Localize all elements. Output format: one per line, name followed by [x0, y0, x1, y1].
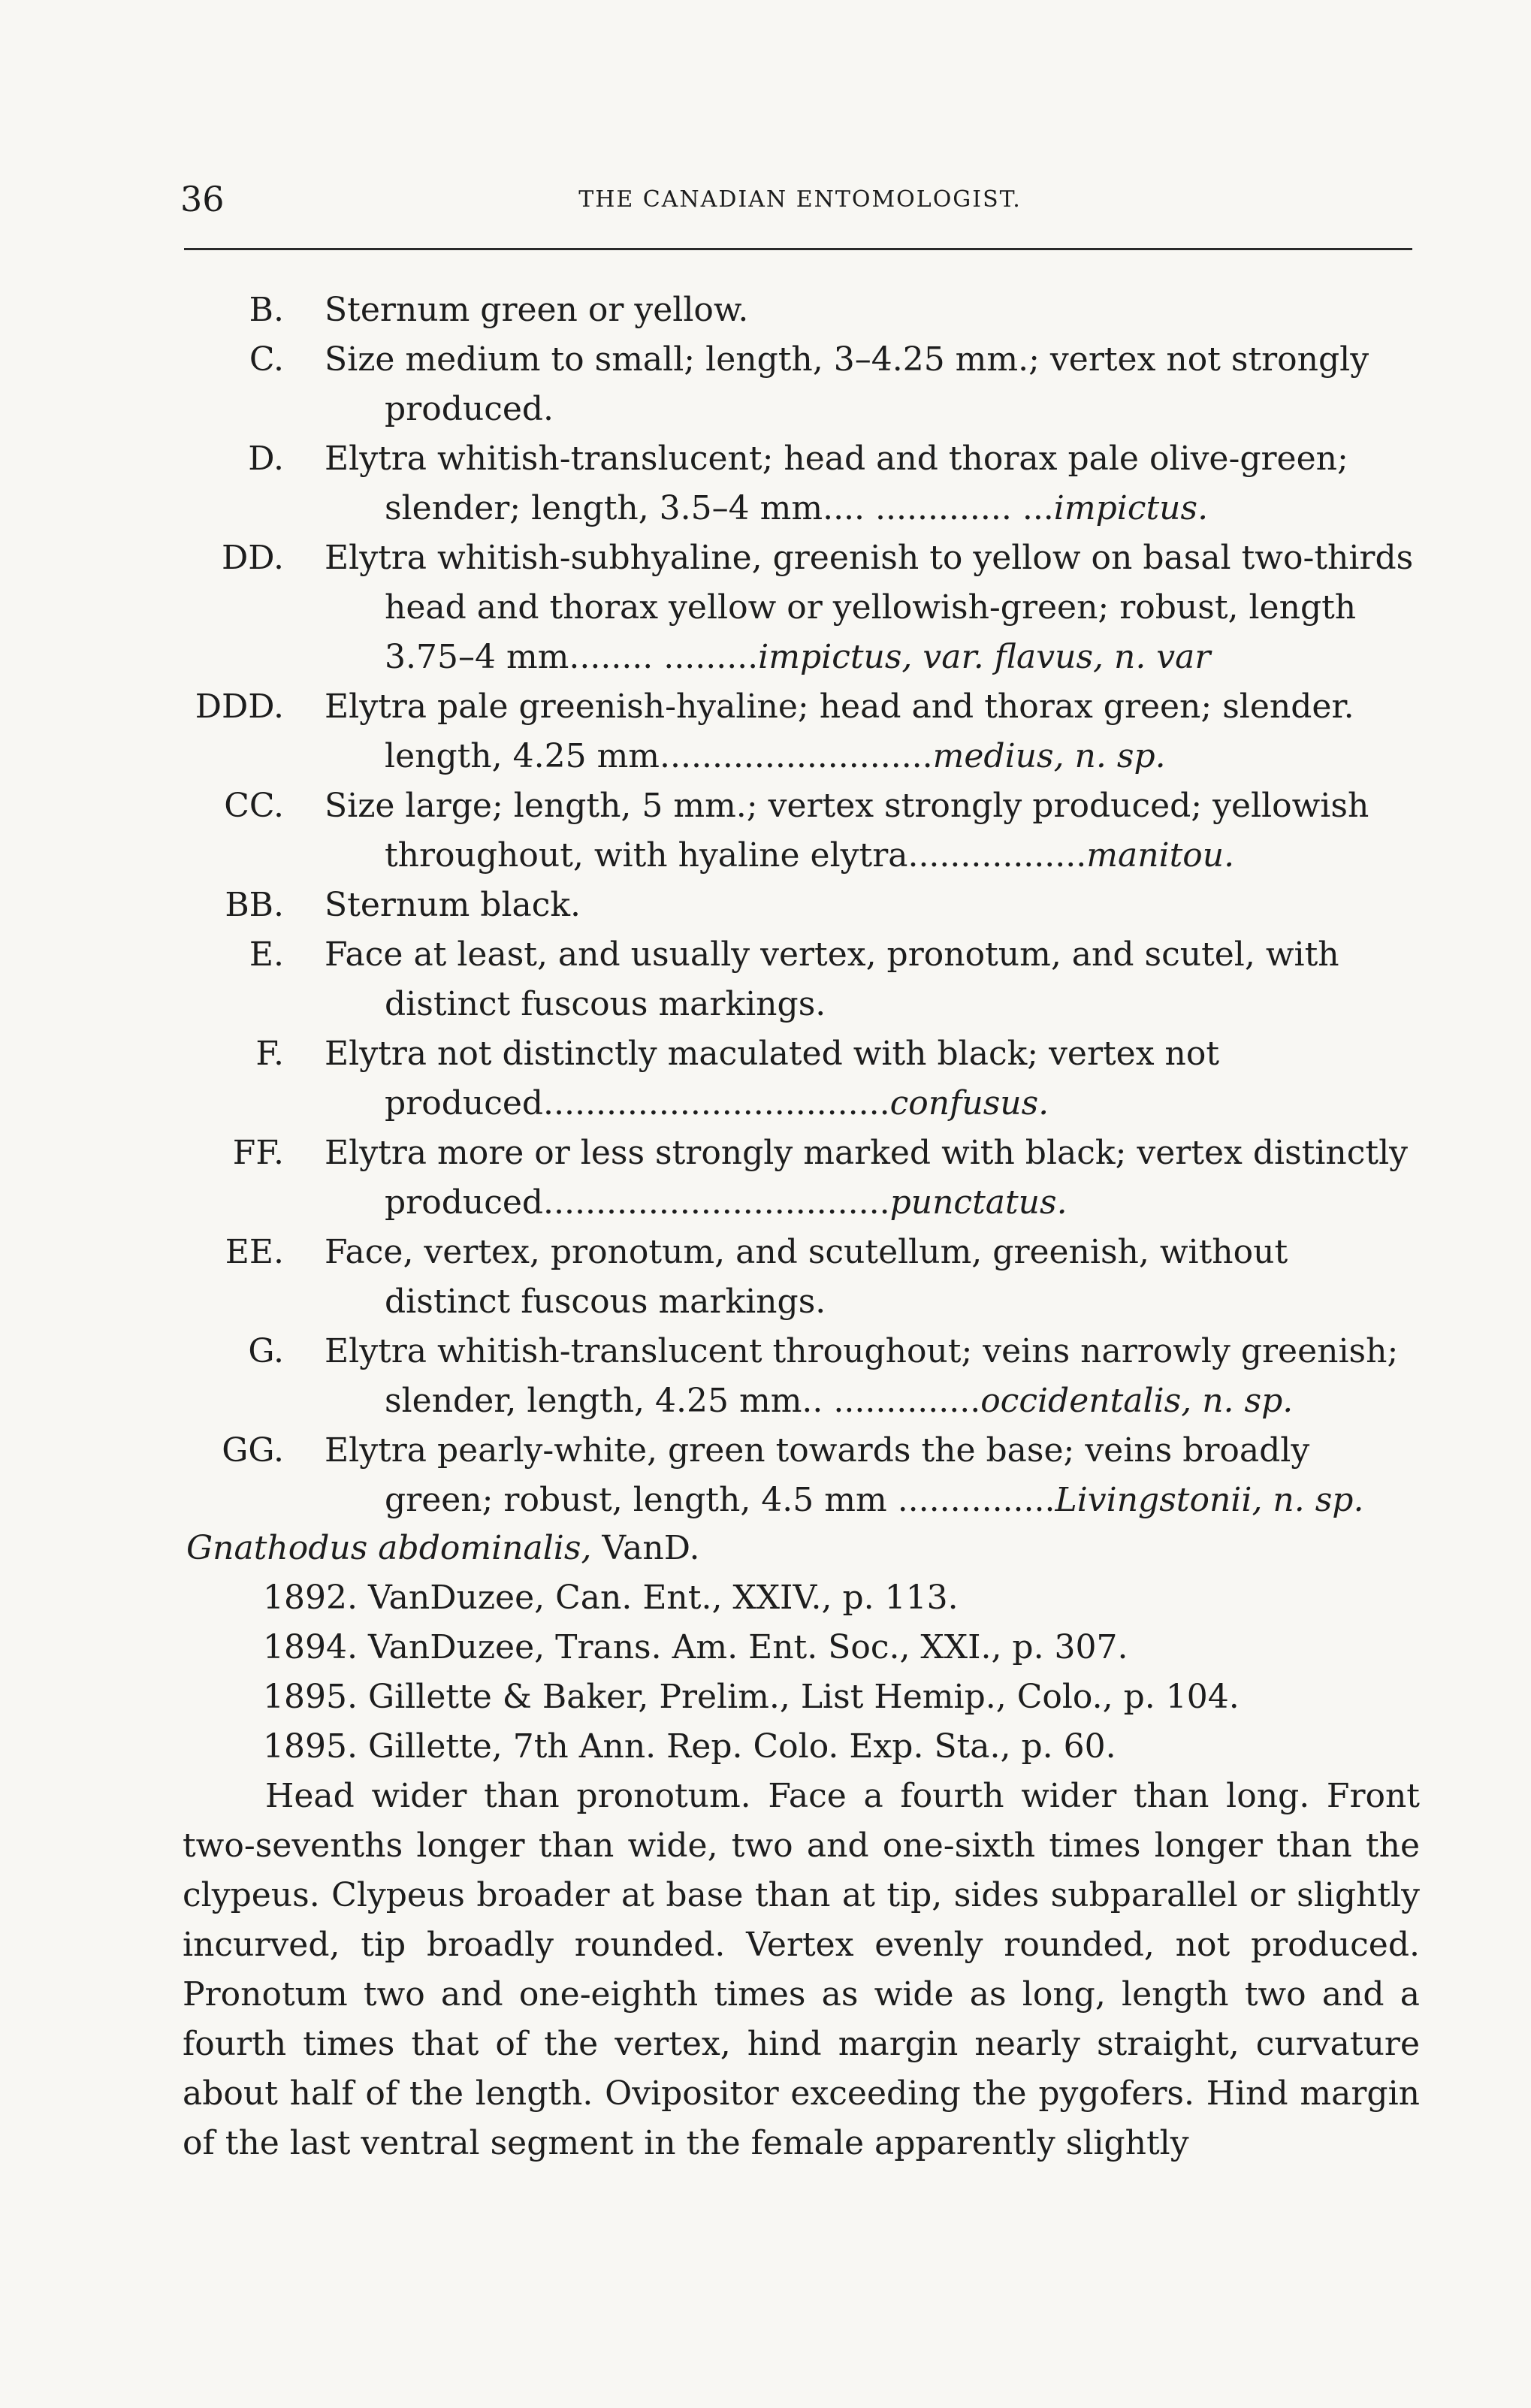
running-title: THE CANADIAN ENTOMOLOGIST.: [578, 186, 1022, 213]
key-entry: [0, 881, 1531, 930]
key-label: F.: [255, 1035, 284, 1073]
key-entry: [0, 1029, 1531, 1128]
key-text: Elytra more or less strongly marked with black; vertex distinctly produced.................................: [325, 1134, 1409, 1222]
key-entry: [0, 1228, 1531, 1327]
key-species: medius, n. sp.: [932, 737, 1166, 775]
key-entry: [0, 1327, 1531, 1426]
key-label: B.: [249, 291, 284, 329]
key-label: GG.: [222, 1431, 284, 1470]
key-entry: [0, 781, 1531, 881]
species-name: Gnathodus abdominalis,: [186, 1529, 592, 1567]
key-label: CC.: [224, 787, 284, 825]
key-text: Elytra whitish-subhyaline, greenish to yellow on basal two-thirds head and thorax yellow or yellowish-green; robust, length 3.75–4 mm........ .........: [325, 539, 1414, 676]
key-entry: [0, 286, 1531, 335]
key-label: G.: [248, 1332, 284, 1370]
key-label: E.: [249, 935, 284, 974]
key-text: Face, vertex, pronotum, and scutellum, greenish, without distinct fuscous markings.: [325, 1233, 1288, 1321]
key-species: punctatus.: [889, 1183, 1067, 1222]
key-label: C.: [249, 340, 284, 379]
page-header: [180, 179, 1420, 224]
key-text: Elytra not distinctly maculated with black; vertex not produced.................................: [325, 1035, 1220, 1122]
key-entry: [0, 930, 1531, 1029]
key-text: Sternum green or yellow.: [325, 291, 749, 329]
species-heading: [186, 1524, 699, 1573]
reference-item: 1894. VanDuzee, Trans. Am. Ent. Soc., XXI., p. 307.: [263, 1628, 1128, 1666]
key-species: impictus.: [1053, 489, 1209, 527]
species-author: VanD.: [591, 1529, 700, 1567]
key-text: Elytra pale greenish-hyaline; head and thorax green; slender. length, 4.25 mm..........................: [325, 687, 1354, 775]
key-entry: [0, 533, 1531, 682]
key-label: DDD.: [195, 687, 284, 726]
key-text: Size large; length, 5 mm.; vertex strongly produced; yellowish throughout, with hyaline elytra.................: [325, 787, 1369, 875]
key-text: Sternum black.: [325, 886, 581, 924]
key-entry: [0, 682, 1531, 781]
key-entry: [0, 434, 1531, 533]
key-text: Size medium to small; length, 3–4.25 mm.; vertex not strongly produced.: [325, 340, 1369, 428]
reference-item: 1892. VanDuzee, Can. Ent., XXIV., p. 113.: [263, 1579, 959, 1617]
key-species: impictus, var. flavus, n. var: [758, 638, 1211, 676]
key-species: Livingstonii, n. sp.: [1055, 1481, 1364, 1519]
key-label: BB.: [225, 886, 284, 924]
reference-item: 1895. Gillette, 7th Ann. Rep. Colo. Exp. Sta., p. 60.: [263, 1727, 1116, 1766]
key-species: manitou.: [1086, 836, 1235, 875]
key-text: Elytra whitish-translucent; head and thorax pale olive-green; slender; length, 3.5–4 mm.... ............. ...: [325, 440, 1348, 527]
key-text: Elytra whitish-translucent throughout; veins narrowly greenish; slender, length, 4.25 mm.. ..............: [325, 1332, 1399, 1420]
key-label: D.: [248, 440, 284, 478]
page-number: 36: [180, 179, 225, 219]
reference-item: 1895. Gillette & Baker, Prelim., List Hemip., Colo., p. 104.: [263, 1678, 1240, 1716]
key-entry: [0, 335, 1531, 434]
key-entry: [0, 1128, 1531, 1228]
key-label: FF.: [232, 1134, 284, 1172]
key-entry: [0, 1426, 1531, 1525]
identification-key: [0, 286, 1531, 1525]
key-label: DD.: [222, 539, 284, 577]
header-rule: [184, 248, 1412, 250]
key-species: occidentalis, n. sp.: [980, 1382, 1294, 1420]
description-paragraph: Head wider than pronotum. Face a fourth wider than long. Front two-sevenths longer than wide, two and one-sixth times longer than the clypeus. Clypeus broader at base than at tip, sides subparallel or slightly incurved, tip broadly rounded. Vertex evenly rounded, not produced. Pronotum two and one-eighth times as wide as long, length two and a fourth times that of the vertex, hind margin nearly straight, curvature about half of the length. Ovipositor exceeding the pygofers. Hind margin of the last ventral segment in the female apparently slightly: [183, 1777, 1420, 2162]
key-text: Elytra pearly-white, green towards the base; veins broadly green; robust, length, 4.5 mm ...............: [325, 1431, 1310, 1519]
key-text: Face at least, and usually vertex, pronotum, and scutel, with distinct fuscous markings.: [325, 935, 1339, 1023]
key-label: EE.: [225, 1233, 284, 1271]
key-species: confusus.: [889, 1084, 1049, 1122]
reference-list: [263, 1573, 1390, 1772]
